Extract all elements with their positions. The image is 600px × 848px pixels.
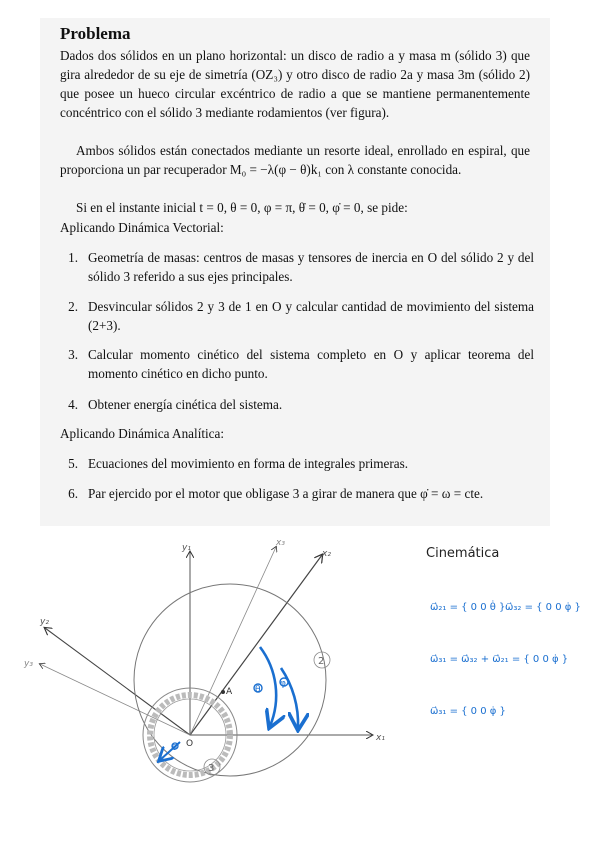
heading-vectorial: Aplicando Dinámica Vectorial: [60, 220, 224, 235]
notes-line-1b: ω⃗₃₂ = { 0 0 φ̇ } [505, 602, 581, 613]
label-x2: x₂ [322, 549, 331, 559]
label-x3: x₃ [276, 538, 285, 548]
point-a-label: A [226, 687, 233, 697]
label-y1: y₁ [182, 543, 191, 553]
problem-title: Problema [60, 24, 131, 43]
axis-x3 [190, 547, 276, 735]
label-phi: φ [280, 679, 286, 689]
label-y2: y₂ [40, 617, 49, 627]
label-theta-small: θ [172, 743, 177, 752]
label-y3: y₃ [24, 659, 33, 669]
heading-analitica: Aplicando Dinámica Analítica: [60, 426, 225, 441]
paragraph-3: Si en el instante inicial t = 0, θ = 0, φ = π, θ̇ = 0, φ̇ = 0, se pide: [76, 200, 408, 215]
notes-line-3: ω⃗₃₁ = { 0 0 φ̇ } [430, 706, 506, 717]
label-x1: x₁ [376, 733, 385, 743]
solid-3-label: 3 [208, 763, 215, 774]
origin-label: O [186, 739, 194, 749]
paragraph-1: Dados dos sólidos en un plano horizontal: un disco de radio a y masa m (sólido 3) que gira alrededor de su eje de simetría (OZ₃) y otro disco de radio 2a y masa 3m (sólido 2) que posee un hueco circular excéntrico de radio a que se mantiene permanentemente concéntrico con el sólido 3 mediante rodamientos (ver figura). [60, 48, 530, 120]
axis-y2 [45, 628, 190, 735]
paragraph-2: Ambos sólidos están conectados mediante un resorte ideal, enrollado en espiral, que proporciona un par recuperador M₀ = −λ(φ − θ)k₁ con λ constante conocida. [60, 143, 530, 177]
notes-line-2: ω⃗₃₁ = ω⃗₃₂ + ω⃗₂₁ = { 0 0 φ̇ } [430, 654, 569, 665]
point-a [221, 690, 225, 694]
solid-2-label: 2 [318, 656, 325, 667]
problem-statement: Problema Dados dos sólidos en un plano horizontal: un disco de radio a y masa m (sólido 3) que gira alrededor de su eje de simetría (OZ₃) y otro disco de radio 2a y masa 3m (sólido 2) que posee un hueco circular excéntrico de radio a que se mantiene permanentemente concéntrico con el sólido 3 mediante rodamientos (ver figura). Ambos sólidos están conectados mediante un resorte ideal, enrollado en espiral, que proporciona un par recuperador M₀ = −λ(φ − θ)k₁ con λ constante conocida. Si en el instante inicial t = 0, θ = 0, φ = π, θ̇ = 0, φ̇ = 0, se pide: Aplicando Dinámica Vectorial: 1. Geometría de masas: centros de masas y tensores de inercia en O del sólido 2 y del sólido 3 referido a sus ejes principales. 2. Desvincular sólidos 2 y 3 de 1 en O y calcular cantidad de movimiento del sistema (2+3). 3. Calcular momento cinético del sistema completo en O y aplicar teorema del momento cinético en dicho punto. 4. Obtener energía cinética del sistema. Aplicando Dinámica Analítica: 5. Ecuaciones del movimiento en forma de integrales primeras. 6. Par ejercido por el motor que obligase 3 a girar de manera que φ̇ = ω = cte. [40, 18, 550, 526]
notes-line-1a: ω⃗₂₁ = { 0 0 θ̇ } [430, 602, 506, 613]
label-theta: θ [255, 685, 261, 695]
axis-x2 [190, 555, 325, 735]
notes-heading: Cinemática [426, 546, 500, 561]
